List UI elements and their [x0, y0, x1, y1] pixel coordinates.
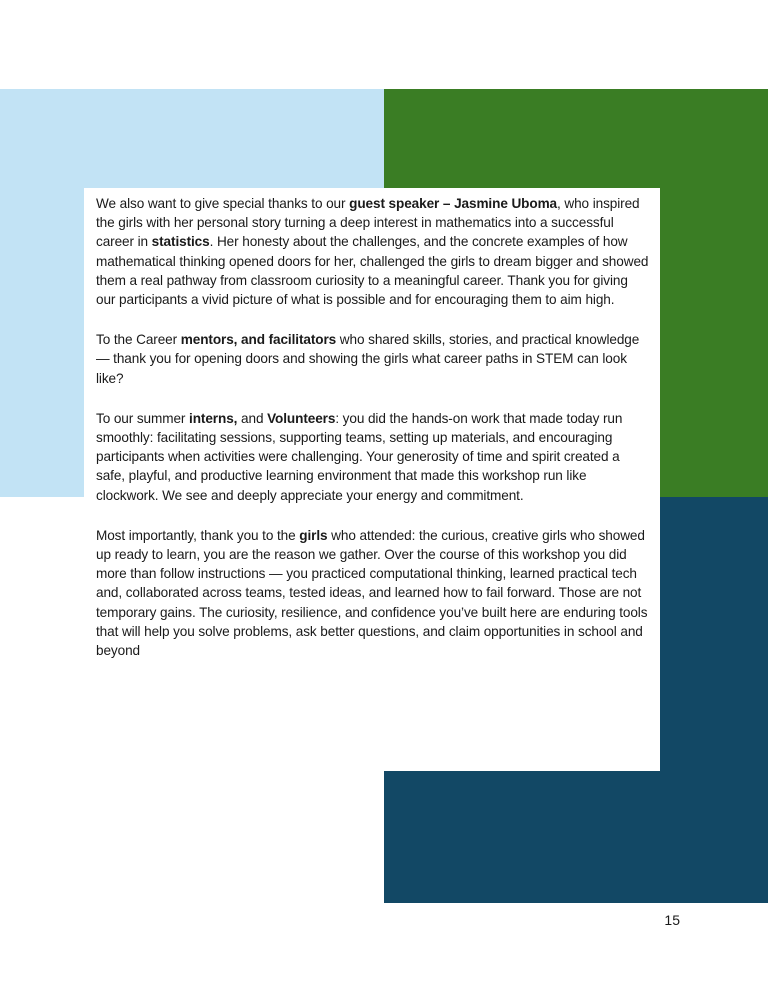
paragraph-mentors: To the Career mentors, and facilitators who shared skills, stories, and practical knowledge — thank you for opening doors and showing the girls what career paths in STEM can look like? [96, 332, 640, 386]
mentors-term: mentors, and facilitators [180, 332, 337, 348]
volunteers-term: Volunteers [267, 410, 336, 426]
guest-speaker-name: guest speaker – Jasmine Uboma [349, 196, 558, 211]
statistics-term: statistics [151, 234, 210, 250]
interns-term: interns, [189, 410, 238, 426]
paragraph-interns-volunteers: To our summer interns, and Volunteers: you did the hands-on work that made today run smoothly: facilitating sessions, supporting teams, setting up materials, and encouraging participants when activities were challenging. Your generosity of time and spirit created a safe, playful, and productive learning environment that made this workshop run like clockwork. We see and deeply appreciate your energy and commitment. [96, 410, 623, 503]
page-number: 15 [664, 912, 680, 928]
text-card [84, 188, 660, 771]
paragraph-guest-speaker: We also want to give special thanks to our guest speaker – Jasmine Uboma, who inspired the girls with her personal story turning a deep interest in mathematics into a successful career in statistics. Her honesty about the challenges, and the concrete examples of how mathematical thinking opened doors for her, challenged the girls to dream bigger and showed them a real pathway from classroom curiosity to a meaningful career. Thank you for giving our participants a vivid picture of what is possible and for encouraging them to aim high. [96, 196, 649, 308]
girls-term: girls [299, 527, 328, 543]
paragraph-girls: Most importantly, thank you to the girls who attended: the curious, creative girls who showed up ready to learn, you are the reason we gather. Over the course of this workshop you did more than follow instructions — you practiced computational thinking, learned practical tech and, collaborated across teams, tested ideas, and learned how to fail forward. Those are not temporary gains. The curiosity, resilience, and confidence you’ve built here are enduring tools that will help you solve problems, ask better questions, and claim opportunities in school and beyond [96, 527, 648, 659]
